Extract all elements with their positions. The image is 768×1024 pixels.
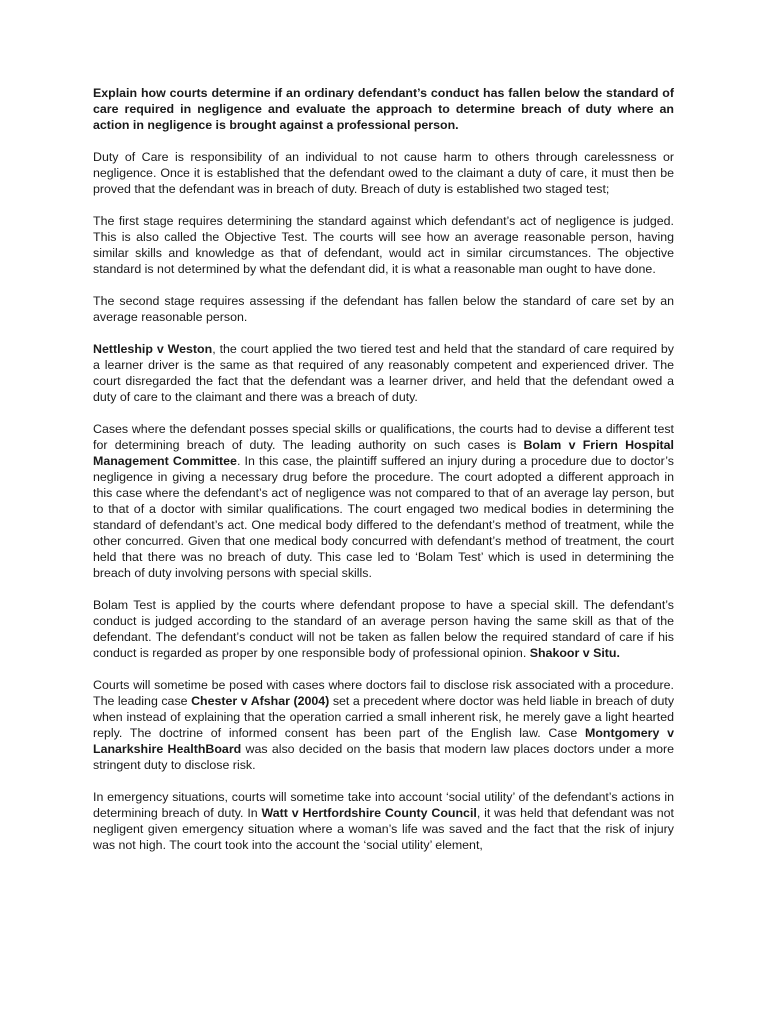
case-name-bolam: Bolam v Friern Hospital Management Committee [93,438,674,468]
case-name-nettleship: Nettleship v Weston [93,342,213,356]
case-name-shakoor: Shakoor v Situ. [529,646,620,660]
paragraph-text: , the court applied the two tiered test and held that the standard of care required by a learner driver is the same as that required of any reasonably competent and experienced driver. The court disregarded the fact that the defendant was a learner driver, and held that the defendant owed a duty of care to the claimant and there was a breach of duty. [93,342,674,404]
paragraph-nettleship [93,341,674,405]
paragraph-bolam [93,421,674,581]
paragraph-text: was also decided on the basis that modern law places doctors under a more stringent duty to disclose risk. [93,742,675,772]
paragraph-text: Cases where the defendant posses special skills or qualifications, the courts had to devise a different test for determining breach of duty. The leading authority on such cases is [93,422,674,452]
paragraph-text: In emergency situations, courts will sometime take into account ‘social utility’ of the defendant’s actions in determining breach of duty. In [93,790,674,820]
paragraph-text: . In this case, the plaintiff suffered an injury during a procedure due to doctor’s negligence in giving a necessary drug before the procedure. The court adopted a different approach in this case where the defendant’s act of negligence was not compared to that of an average lay person, but to that of a doctor with similar qualifications. The court engaged two medical bodies in determining the standard of defendant’s act. One medical body differed to the defendant’s method of treatment, while the other concurred. Given that one medical body concurred with defendant’s method of treatment, the court held that there was no breach of duty. This case led to ‘Bolam Test’ which is used in determining the breach of duty involving persons with special skills. [93,454,674,580]
paragraph-second-stage: The second stage requires assessing if the defendant has fallen below the standard of care set by an average reasonable person. [93,294,674,324]
case-name-watt: Watt v Hertfordshire County Council [261,806,477,820]
paragraph-text: , it was held that defendant was not negligent given emergency situation where a woman’s life was saved and the fact that the risk of injury was not high. The court took into the account the ‘social utility’ element, [93,806,674,852]
paragraph-bolam-test [93,597,674,661]
paragraph-duty-of-care: Duty of Care is responsibility of an individual to not cause harm to others through carelessness or negligence. Once it is established that the defendant owed to the claimant a duty of care, it must then be proved that the defendant was in breach of duty. Breach of duty is established two staged test; [93,150,674,196]
paragraph-text: Bolam Test is applied by the courts where defendant propose to have a special skill. The defendant’s conduct is judged according to the standard of an average person having the same skill as that of the defendant. The defendant’s conduct will not be taken as fallen below the required standard of care if his conduct is regarded as proper by one responsible body of professional opinion. [93,598,674,660]
question-heading: Explain how courts determine if an ordinary defendant’s conduct has fallen below the standard of care required in negligence and evaluate the approach to determine breach of duty where an action in negligence is brought against a professional person. [93,86,674,132]
paragraph-first-stage: The first stage requires determining the standard against which defendant’s act of negligence is judged. This is also called the Objective Test. The courts will see how an average reasonable person, having similar skills and knowledge as that of defendant, would act in similar circumstances. The objective standard is not determined by what the defendant did, it is what a reasonable man ought to have done. [93,214,674,276]
document-page [93,85,674,869]
paragraph-disclosure [93,677,674,773]
case-name-chester: Chester v Afshar (2004) [191,694,330,708]
case-name-montgomery: Montgomery v Lanarkshire HealthBoard [93,726,674,756]
paragraph-text: Courts will sometime be posed with cases where doctors fail to disclose risk associated with a procedure. The leading case [93,678,674,708]
paragraph-emergency [93,789,674,853]
paragraph-text: set a precedent where doctor was held liable in breach of duty when instead of explaining that the operation carried a small inherent risk, he merely gave a light hearted reply. The doctrine of informed consent has been part of the English law. Case [93,694,675,740]
